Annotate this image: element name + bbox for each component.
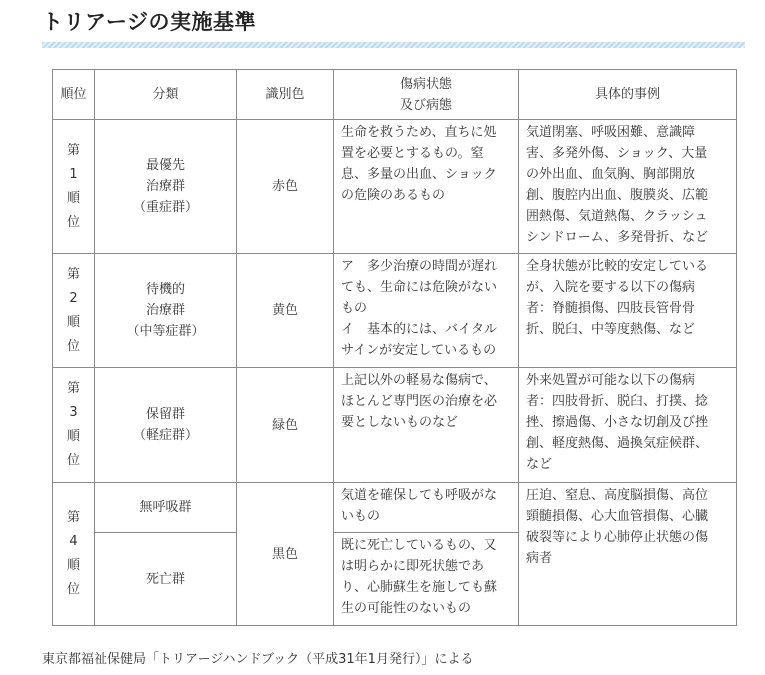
condition-line: いもの — [341, 509, 381, 524]
category-cell — [95, 120, 237, 254]
example-line: など — [526, 457, 553, 472]
rank-cell — [53, 254, 95, 368]
rank-char: 位 — [66, 338, 80, 354]
condition-line: 既に死亡しているもの、又 — [341, 538, 497, 553]
example-line: が、入院を要する以下の傷病 — [526, 280, 696, 295]
condition-cell — [334, 120, 519, 254]
category-line: （中等症群） — [126, 324, 205, 339]
header-color: 識別色 — [237, 70, 334, 120]
color-cell: 緑色 — [237, 368, 334, 483]
rank-char: 第 — [66, 266, 80, 282]
example-line: 外来処置が可能な以下の傷病 — [526, 373, 696, 388]
rank-char: 順 — [66, 190, 80, 206]
rank-char: 第 — [66, 510, 80, 525]
header-condition-line: 及び病態 — [399, 97, 452, 113]
rank-char: 4 — [69, 534, 78, 549]
header-category: 分類 — [95, 70, 237, 120]
rank-char: 順 — [66, 558, 80, 573]
example-line: 囲熱傷、気道熱傷、クラッシュ — [526, 209, 708, 224]
condition-line: 生の可能性のないもの — [341, 601, 472, 616]
category-line: 保留群 — [145, 407, 185, 422]
rank-char: 1 — [69, 166, 78, 182]
header-condition-line: 傷病状態 — [399, 76, 452, 92]
condition-line: 置を必要とするもの。窒 — [341, 146, 484, 161]
condition-cell — [334, 483, 519, 533]
example-line: 圧迫、窒息、高度脳損傷、高位 — [526, 488, 709, 503]
rank-char: 位 — [66, 582, 80, 597]
condition-line: り、心肺蘇生を施しても蘇 — [341, 580, 498, 595]
condition-cell — [334, 368, 519, 483]
example-line: 折、脱臼、中等度熱傷、など — [526, 322, 696, 337]
condition-line: サインが安定しているもの — [341, 343, 497, 358]
condition-line: 要としないものなど — [341, 415, 459, 430]
header-examples: 具体的事例 — [519, 70, 737, 120]
rank-cell — [53, 368, 95, 483]
examples-cell — [519, 120, 737, 254]
examples-cell — [519, 483, 737, 626]
table-header-row — [53, 70, 737, 120]
table-row — [53, 120, 737, 254]
rank-char: 位 — [66, 453, 80, 468]
category-cell — [95, 254, 237, 368]
category-cell: 死亡群 — [95, 533, 237, 626]
example-line: 創、腹腔内出血、腹膜炎、広範 — [526, 188, 709, 203]
category-line: 治療群 — [145, 303, 185, 318]
examples-cell — [519, 368, 737, 483]
example-line: 全身状態が比較的安定している — [526, 259, 709, 274]
table-row — [53, 254, 737, 368]
example-line: 害、多発外傷、ショック、大量 — [526, 146, 708, 161]
condition-line: 息、多量の出血、ショック — [341, 167, 497, 182]
triage-criteria-table — [52, 69, 737, 626]
example-line: 挫、擦過傷、小さな切創及び挫 — [526, 415, 709, 430]
example-line: 者：脊髄損傷、四肢長管骨骨 — [526, 301, 696, 316]
rank-char: 第 — [66, 381, 80, 396]
example-line: 頸髄損傷、心大血管損傷、心臓 — [526, 509, 709, 524]
rank-char: 順 — [66, 429, 80, 444]
condition-line: 上記以外の軽易な傷病で、 — [341, 373, 497, 388]
category-cell: 無呼吸群 — [95, 483, 237, 533]
rank-char: 3 — [69, 405, 78, 420]
condition-cell — [334, 533, 519, 626]
rank-char: 位 — [66, 214, 80, 230]
rank-char: 第 — [66, 142, 80, 158]
header-rank: 順位 — [53, 70, 95, 120]
condition-cell — [334, 254, 519, 368]
table-row — [53, 483, 737, 533]
category-line: 治療群 — [145, 179, 185, 194]
example-line: 病者 — [526, 551, 553, 566]
category-line: 最優先 — [145, 158, 185, 173]
table-row — [53, 368, 737, 483]
rank-cell — [53, 483, 95, 626]
condition-line: 生命を救うため、直ちに処 — [341, 125, 497, 140]
rank-char: 2 — [69, 290, 78, 306]
example-line: 創、軽度熱傷、過換気症候群、 — [526, 436, 709, 451]
example-line: 者：四肢骨折、脱臼、打撲、捻 — [526, 394, 709, 409]
color-cell: 赤色 — [237, 120, 334, 254]
header-condition — [334, 70, 519, 120]
condition-line: ほとんど専門医の治療を必 — [341, 394, 498, 409]
rank-cell — [53, 120, 95, 254]
color-cell: 黄色 — [237, 254, 334, 368]
example-line: シンドローム、多発骨折、など — [526, 230, 709, 245]
rank-char: 順 — [66, 314, 80, 330]
category-cell — [95, 368, 237, 483]
source-citation: 東京都福祉保健局「トリアージハンドブック（平成31年1月発行）」による — [42, 652, 474, 667]
condition-line: ても、生命には危険がない — [341, 280, 498, 295]
category-line: （軽症群） — [132, 428, 198, 443]
condition-line: は明らかに即死状態であ — [341, 559, 485, 574]
example-line: の外出血、血気胸、胸部開放 — [526, 167, 696, 182]
condition-line: もの — [341, 301, 368, 316]
category-line: 待機的 — [145, 282, 185, 297]
condition-line: 気道を確保しても呼吸がな — [341, 488, 498, 503]
examples-cell — [519, 254, 737, 368]
category-line: （重症群） — [132, 200, 198, 215]
condition-line: イ 基本的には、バイタル — [341, 322, 498, 337]
color-cell: 黒色 — [237, 483, 334, 626]
example-line: 破裂等により心肺停止状態の傷 — [526, 530, 709, 545]
example-line: 気道閉塞、呼吸困難、意識障 — [526, 125, 696, 140]
title-divider — [42, 42, 745, 48]
page-title: トリアージの実施基準 — [42, 10, 256, 34]
condition-line: の危険のあるもの — [341, 188, 446, 203]
condition-line: ア 多少治療の時間が遅れ — [341, 259, 498, 274]
